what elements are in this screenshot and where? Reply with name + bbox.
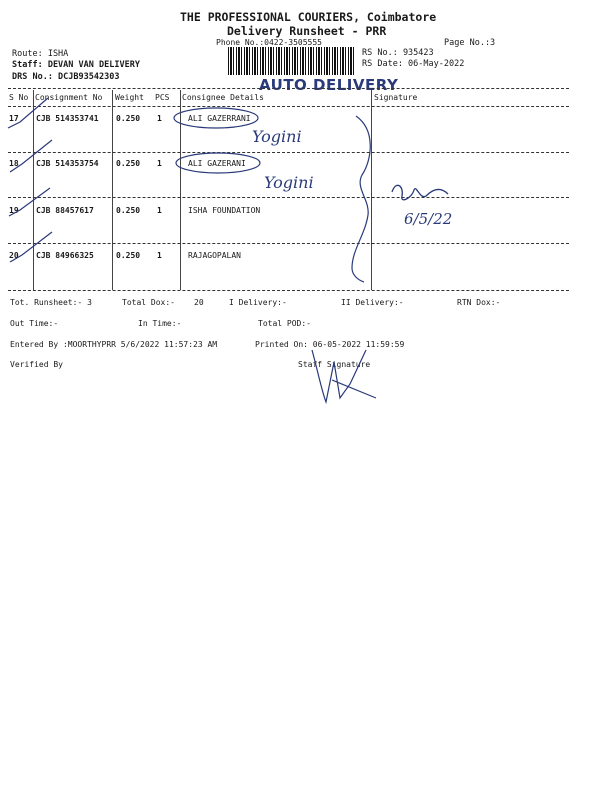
row-sno: 17 [9, 114, 19, 123]
row-consignment: CJB 514353741 [36, 114, 99, 123]
out-time: Out Time:- [10, 319, 59, 328]
tick-mark [10, 140, 52, 172]
entered-by: Entered By :MOORTHYPRR 5/6/2022 11:57:23 AM [10, 340, 218, 349]
route-label: Route: ISHA [12, 49, 69, 59]
runsheet-subtitle: Delivery Runsheet - PRR [227, 24, 387, 38]
row-weight: 0.250 [116, 159, 141, 168]
tick-mark [10, 232, 52, 262]
i-delivery: I Delivery:- [229, 298, 287, 307]
row-sno: 19 [9, 206, 19, 215]
row-consignee: ALI GAZERANI [188, 159, 246, 168]
verified-by: Verified By [10, 360, 63, 369]
signature-date: 6/5/22 [404, 210, 453, 228]
printed-on: Printed On: 06-05-2022 11:59:59 [255, 340, 405, 349]
company-title: THE PROFESSIONAL COURIERS, Coimbatore [180, 10, 437, 24]
total-dox-label: Total Dox:- [122, 298, 175, 307]
row-consignment: CJB 514353754 [36, 159, 99, 168]
tot-runsheet: Tot. Runsheet:- 3 [10, 298, 92, 307]
page-number: Page No.:3 [444, 38, 496, 48]
row-pcs: 1 [157, 159, 162, 168]
circle-mark [174, 108, 258, 128]
tick-mark [9, 188, 50, 216]
auto-delivery-stamp: AUTO DELIVERY [259, 76, 399, 94]
drs-number: DRS No.: DCJB93542303 [12, 72, 120, 82]
staff-signature-label: Staff Signature [298, 360, 371, 369]
row-weight: 0.250 [116, 114, 141, 123]
bracket-signature [352, 116, 370, 282]
row-consignee: ISHA FOUNDATION [188, 206, 261, 215]
row-pcs: 1 [157, 251, 162, 260]
row-pcs: 1 [157, 114, 162, 123]
col-header-pcs: PCS [155, 93, 170, 102]
row-weight: 0.250 [116, 206, 141, 215]
ii-delivery: II Delivery:- [341, 298, 404, 307]
scribble-signature [392, 185, 448, 199]
rtn-dox: RTN Dox:- [457, 298, 501, 307]
row-weight: 0.250 [116, 251, 141, 260]
tick-mark [8, 98, 48, 128]
col-header-signature: Signature [374, 93, 418, 102]
rs-number: RS No.: 935423 [362, 48, 434, 58]
row-sno: 18 [9, 159, 19, 168]
phone-number: Phone No.:0422-3505555 [216, 38, 322, 47]
handwritten-name: Yogini [264, 173, 314, 192]
rs-date: RS Date: 06-May-2022 [362, 59, 465, 69]
col-header-consignee: Consignee Details [182, 93, 264, 102]
staff-label: Staff: DEVAN VAN DELIVERY [12, 60, 140, 70]
row-consignment: CJB 88457617 [36, 206, 94, 215]
row-consignment: CJB 84966325 [36, 251, 94, 260]
col-header-weight: Weight [115, 93, 144, 102]
total-pod: Total POD:- [258, 319, 311, 328]
row-consignee: ALI GAZERRANI [188, 114, 251, 123]
staff-signature-scrawl [312, 350, 376, 402]
total-dox-value: 20 [194, 298, 204, 307]
row-pcs: 1 [157, 206, 162, 215]
handwritten-name: Yogini [252, 127, 302, 146]
col-header-sno: S No [9, 93, 29, 102]
row-sno: 20 [9, 251, 19, 260]
circle-mark [176, 153, 260, 173]
col-header-consignment: Consignment No [35, 93, 103, 102]
in-time: In Time:- [138, 319, 182, 328]
row-consignee: RAJAGOPALAN [188, 251, 241, 260]
